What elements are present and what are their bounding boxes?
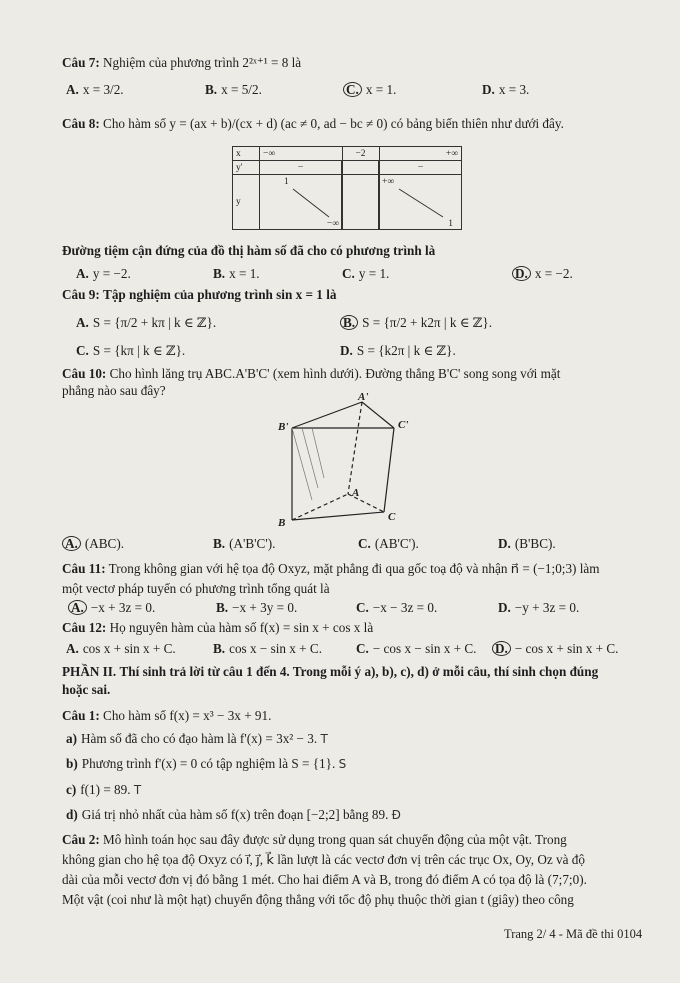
q11-stem: Câu 11: Trong không gian với hệ tọa độ Oxyz, mặt phẳng đi qua gốc toạ độ và nhận n⃗ = (−1;0;3) làm: [62, 561, 600, 576]
q7-option-d: D. x = 3.: [482, 82, 530, 97]
q9-title: Câu 9:: [62, 287, 100, 302]
label-c-prime: C': [398, 419, 409, 431]
part2-c1-item-c: c) f(1) = 89. T: [66, 782, 142, 797]
q9-option-a: A. S = {π/2 + kπ | k ∈ ℤ}.: [76, 315, 217, 330]
handwritten-mark: T: [320, 732, 328, 746]
q12-option-b: B. cos x − sin x + C.: [213, 641, 322, 656]
part2-c2-line-1: Câu 2: Mô hình toán học sau đây được sử dụng trong quan sát chuyển động của một vật. Trong: [62, 832, 567, 847]
q7-title: Câu 7:: [62, 55, 100, 70]
q11-option-b: B. −x + 3y = 0.: [216, 600, 298, 615]
q10-option-a: A. (ABC).: [62, 536, 124, 552]
q9-option-b: B. S = {π/2 + k2π | k ∈ ℤ}.: [340, 315, 492, 331]
answer-circle: C.: [343, 82, 362, 97]
label-b-prime: B': [278, 421, 289, 433]
page-footer: Trang 2/ 4 - Mã đề thi 0104: [504, 927, 643, 941]
answer-circle: D.: [492, 641, 511, 656]
q11-option-c: C. −x − 3z = 0.: [356, 600, 438, 615]
answer-circle: A.: [68, 600, 87, 615]
q9-option-c: C. S = {kπ | k ∈ ℤ}.: [76, 343, 186, 358]
variation-table: x −∞ −2 +∞ y' − − y 1 −∞ +∞ 1: [232, 146, 462, 230]
q7-option-c: C. x = 1.: [343, 82, 396, 98]
q10-stem-2: phẳng nào sau đây?: [62, 383, 166, 398]
prism-figure: [272, 392, 432, 534]
q11-option-d: D. −y + 3z = 0.: [498, 600, 580, 615]
q12-option-c: C. − cos x − sin x + C.: [356, 641, 477, 656]
part2-c2-line-3: dài của mỗi vectơ đơn vị đó bằng 1 mét. Cho hai điểm A và B, trong đó điểm A có tọa độ là (7;7;0).: [62, 872, 587, 887]
q9-stem: [62, 287, 336, 303]
q12-stem: Câu 12: Họ nguyên hàm của hàm số f(x) = sin x + cos x là: [62, 620, 374, 635]
q9-text: Tập nghiệm của phương trình sin x = 1 là: [103, 287, 337, 302]
q11-stem-2: một vectơ pháp tuyến có phương trình tổng quát là: [62, 581, 330, 596]
part2-c1-title: Câu 1:: [62, 708, 100, 723]
handwritten-mark: Đ: [391, 808, 401, 822]
q10-stem: Câu 10: Cho hình lăng trụ ABC.A'B'C' (xem hình dưới). Đường thẳng B'C' song song với mặt: [62, 366, 561, 381]
part2-c1-item-b: b) Phương trình f'(x) = 0 có tập nghiệm là S = {1}. S: [66, 756, 347, 771]
q9-option-d: D. S = {k2π | k ∈ ℤ}.: [340, 343, 456, 358]
q12-option-d: D. − cos x + sin x + C.: [492, 641, 618, 657]
answer-circle: D.: [512, 266, 531, 281]
label-c: C: [388, 511, 396, 523]
q8-text: Cho hàm số y = (ax + b)/(cx + d) (ac ≠ 0, ad − bc ≠ 0) có bảng biến thiên như dưới đây.: [103, 116, 564, 131]
part2-c2-line-2: không gian cho hệ tọa độ Oxyz có i⃗, j⃗, k⃗ lần lượt là các vectơ đơn vị trên các trục Ox, Oy, Oz và độ: [62, 852, 585, 867]
part2-c2-line-4: Một vật (coi như là một hạt) chuyển động thẳng với tốc độ phụ thuộc thời gian t (giây) theo công: [62, 892, 574, 907]
q8-stem: [62, 116, 564, 132]
decrease-arrow-right: [383, 175, 458, 229]
q8-option-b: B. x = 1.: [213, 266, 260, 281]
label-a: A: [352, 487, 360, 499]
part2-c1-stem: Câu 1: Cho hàm số f(x) = x³ − 3x + 91.: [62, 708, 272, 723]
label-b: B: [278, 517, 286, 529]
part2-c1-item-d: d) Giá trị nhỏ nhất của hàm số f(x) trên đoạn [−2;2] bằng 89. Đ: [66, 807, 401, 822]
q11-option-a: A. −x + 3z = 0.: [68, 600, 155, 616]
q7-option-b: B. x = 5/2.: [205, 82, 262, 97]
q12-title: Câu 12:: [62, 620, 107, 635]
q7-text: Nghiệm của phương trình 2²ˣ⁺¹ = 8 là: [103, 55, 302, 70]
q7-option-a: A. x = 3/2.: [66, 82, 124, 97]
q10-option-b: B. (A'B'C').: [213, 536, 276, 551]
q8-option-a: A. y = −2.: [76, 266, 131, 281]
q8-question: Đường tiệm cận đứng của đồ thị hàm số đã cho có phương trình là: [62, 243, 436, 258]
q7-stem: [62, 55, 301, 71]
part2-intro-2: hoặc sai.: [62, 682, 111, 697]
q8-title: Câu 8:: [62, 116, 100, 131]
handwritten-mark: S: [338, 757, 347, 771]
label-a-prime: A': [358, 392, 369, 403]
q10-option-d: D. (B'BC).: [498, 536, 556, 551]
q10-title: Câu 10:: [62, 366, 107, 381]
q11-title: Câu 11:: [62, 561, 106, 576]
answer-circle: A.: [62, 536, 81, 551]
answer-circle: B.: [340, 315, 358, 330]
part2-c2-title: Câu 2:: [62, 832, 100, 847]
part2-title: PHẦN II.: [62, 664, 117, 679]
q8-option-c: C. y = 1.: [342, 266, 390, 281]
part2-c1-item-a: a) Hàm số đã cho có đạo hàm là f'(x) = 3x² − 3. T: [66, 731, 328, 746]
part2-intro: PHẦN II. Thí sinh trả lời từ câu 1 đến 4. Trong mỗi ý a), b), c), d) ở mỗi câu, thí sinh chọn đúng: [62, 664, 599, 679]
handwritten-mark: T: [133, 783, 142, 797]
q8-option-d: D. x = −2.: [512, 266, 573, 282]
q12-option-a: A. cos x + sin x + C.: [66, 641, 176, 656]
q10-option-c: C. (AB'C').: [358, 536, 419, 551]
